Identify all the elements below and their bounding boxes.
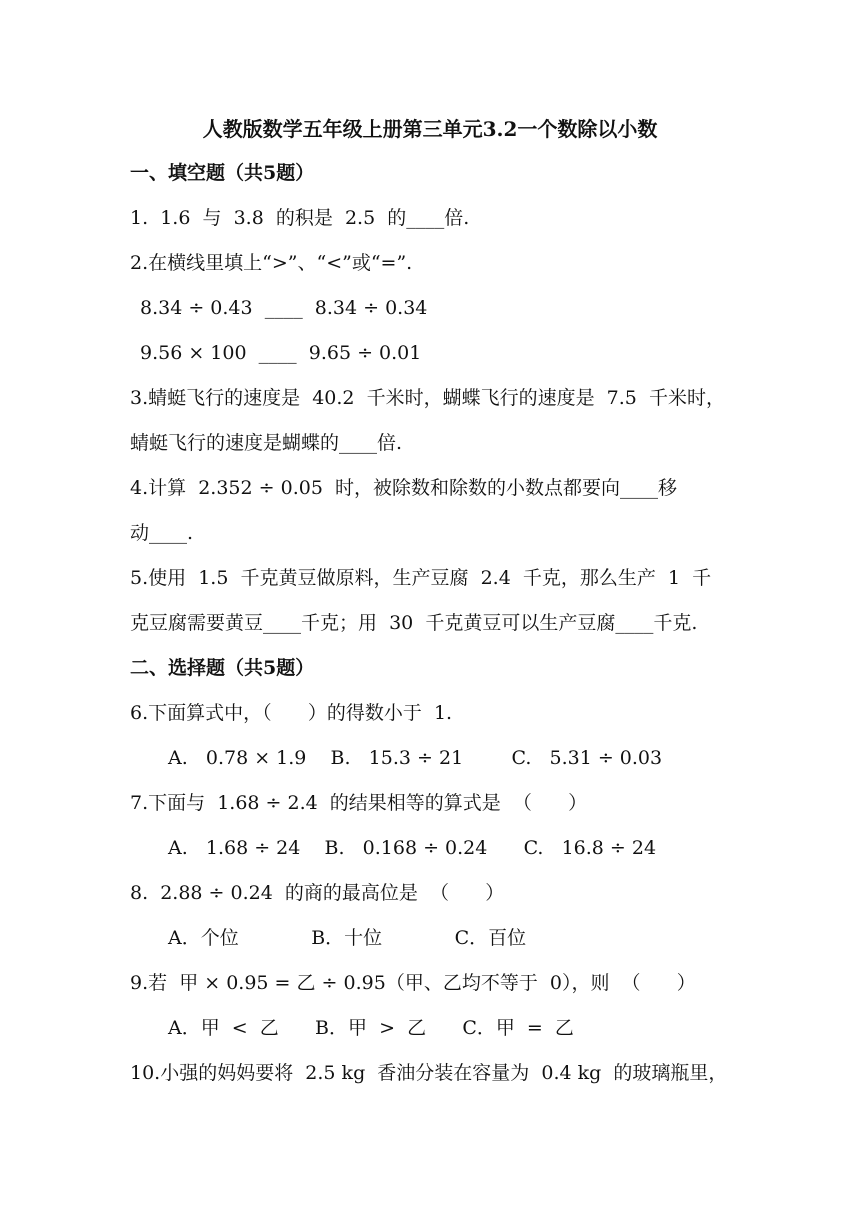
question-2-item-b: 9.56 × 100 ____ 9.65 ÷ 0.01	[140, 342, 422, 364]
question-4-line-2: 动____.	[130, 522, 194, 544]
question-5-line-1: 5.使用 1.5 千克黄豆做原料，生产豆腐 2.4 千克，那么生产 1 千	[130, 567, 712, 589]
question-4-line-1: 4.计算 2.352 ÷ 0.05 时，被除数和除数的小数点都要向____移	[130, 477, 677, 499]
question-5-line-2: 克豆腐需要黄豆____千克；用 30 千克黄豆可以生产豆腐____千克.	[130, 612, 698, 634]
question-2-item-a: 8.34 ÷ 0.43 ____ 8.34 ÷ 0.34	[140, 297, 428, 319]
question-8-options: A．个位 B．十位 C．百位	[168, 927, 527, 949]
question-7-options: A. 1.68 ÷ 24 B. 0.168 ÷ 0.24 C. 16.8 ÷ 24	[168, 837, 657, 859]
section-heading-multiple-choice: 二、选择题（共5题）	[130, 657, 315, 679]
question-9: 9.若 甲 × 0.95 = 乙 ÷ 0.95（甲、乙均不等于 0），则 （ ）	[130, 972, 696, 994]
question-6-options: A. 0.78 × 1.9 B. 15.3 ÷ 21 C. 5.31 ÷ 0.03	[168, 747, 663, 769]
section-heading-fill-blank: 一、填空题（共5题）	[130, 162, 315, 184]
question-1: 1. 1.6 与 3.8 的积是 2.5 的____倍.	[130, 207, 470, 229]
question-2: 2.在横线里填上“>”、“<”或“=”.	[130, 252, 413, 274]
question-7: 7.下面与 1.68 ÷ 2.4 的结果相等的算式是 （ ）	[130, 792, 588, 814]
question-9-options: A．甲 < 乙 B．甲 > 乙 C．甲 = 乙	[168, 1017, 574, 1039]
page-title: 人教版数学五年级上册第三单元3.2一个数除以小数	[202, 117, 658, 141]
question-10: 10.小强的妈妈要将 2.5 kg 香油分装在容量为 0.4 kg 的玻璃瓶里，	[130, 1062, 728, 1084]
question-3-line-1: 3.蜻蜓飞行的速度是 40.2 千米时，蝴蝶飞行的速度是 7.5 千米时，	[130, 387, 725, 409]
question-8: 8. 2.88 ÷ 0.24 的商的最高位是 （ ）	[130, 882, 505, 904]
question-3-line-2: 蜻蜓飞行的速度是蝴蝶的____倍.	[130, 432, 403, 454]
question-6: 6.下面算式中，（ ）的得数小于 1.	[130, 702, 453, 724]
